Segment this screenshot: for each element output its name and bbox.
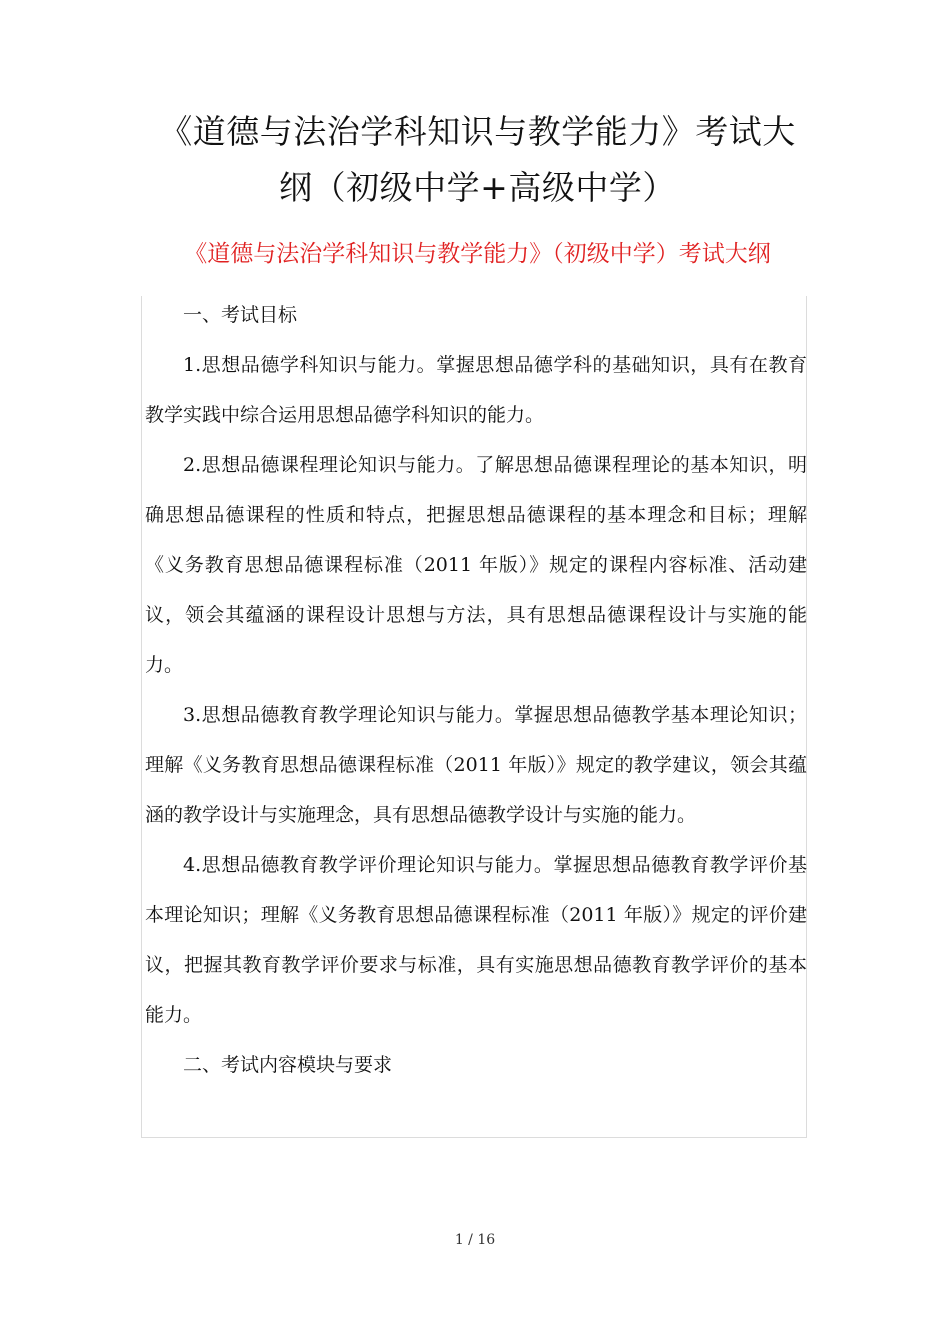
paragraph-goal-1: 1.思想品德学科知识与能力。掌握思想品德学科的基础知识，具有在教育教学实践中综合运用思想品德学科知识的能力。 bbox=[145, 354, 807, 426]
paragraph-goal-4: 4.思想品德教育教学评价理论知识与能力。掌握思想品德教育教学评价基本理论知识；理解《义务教育思想品德课程标准（2011 年版）》规定的评价建议，把握其教育教学评价要求与标准，具有实施思想品德教育教学评价的基本能力。 bbox=[145, 854, 807, 1026]
document-title-line1: 《道德与法治学科知识与教学能力》考试大 bbox=[159, 112, 796, 151]
paragraph-goal-2: 2.思想品德课程理论知识与能力。了解思想品德课程理论的基本知识，明确思想品德课程的性质和特点，把握思想品德课程的基本理念和目标；理解《义务教育思想品德课程标准（2011 年版）》规定的课程内容标准、活动建议，领会其蕴涵的课程设计思想与方法，具有思想品德课程设计与实施的能力。 bbox=[145, 454, 807, 676]
page-number: 1 / 16 bbox=[454, 1232, 496, 1248]
section-subtitle: 《道德与法治学科知识与教学能力》（初级中学）考试大纲 bbox=[184, 241, 771, 267]
paragraph-goal-3: 3.思想品德教育教学理论知识与能力。掌握思想品德教学基本理论知识；理解《义务教育思想品德课程标准（2011 年版）》规定的教学建议，领会其蕴涵的教学设计与实施理念，具有思想品德教学设计与实施的能力。 bbox=[145, 704, 807, 826]
section-heading-exam-goals: 一、考试目标 bbox=[183, 304, 298, 326]
document-title bbox=[140, 104, 815, 216]
document-title-line2: 纲（初级中学+高级中学） bbox=[279, 168, 676, 207]
document-body bbox=[145, 290, 807, 1090]
section-heading-content-modules: 二、考试内容模块与要求 bbox=[183, 1054, 393, 1076]
